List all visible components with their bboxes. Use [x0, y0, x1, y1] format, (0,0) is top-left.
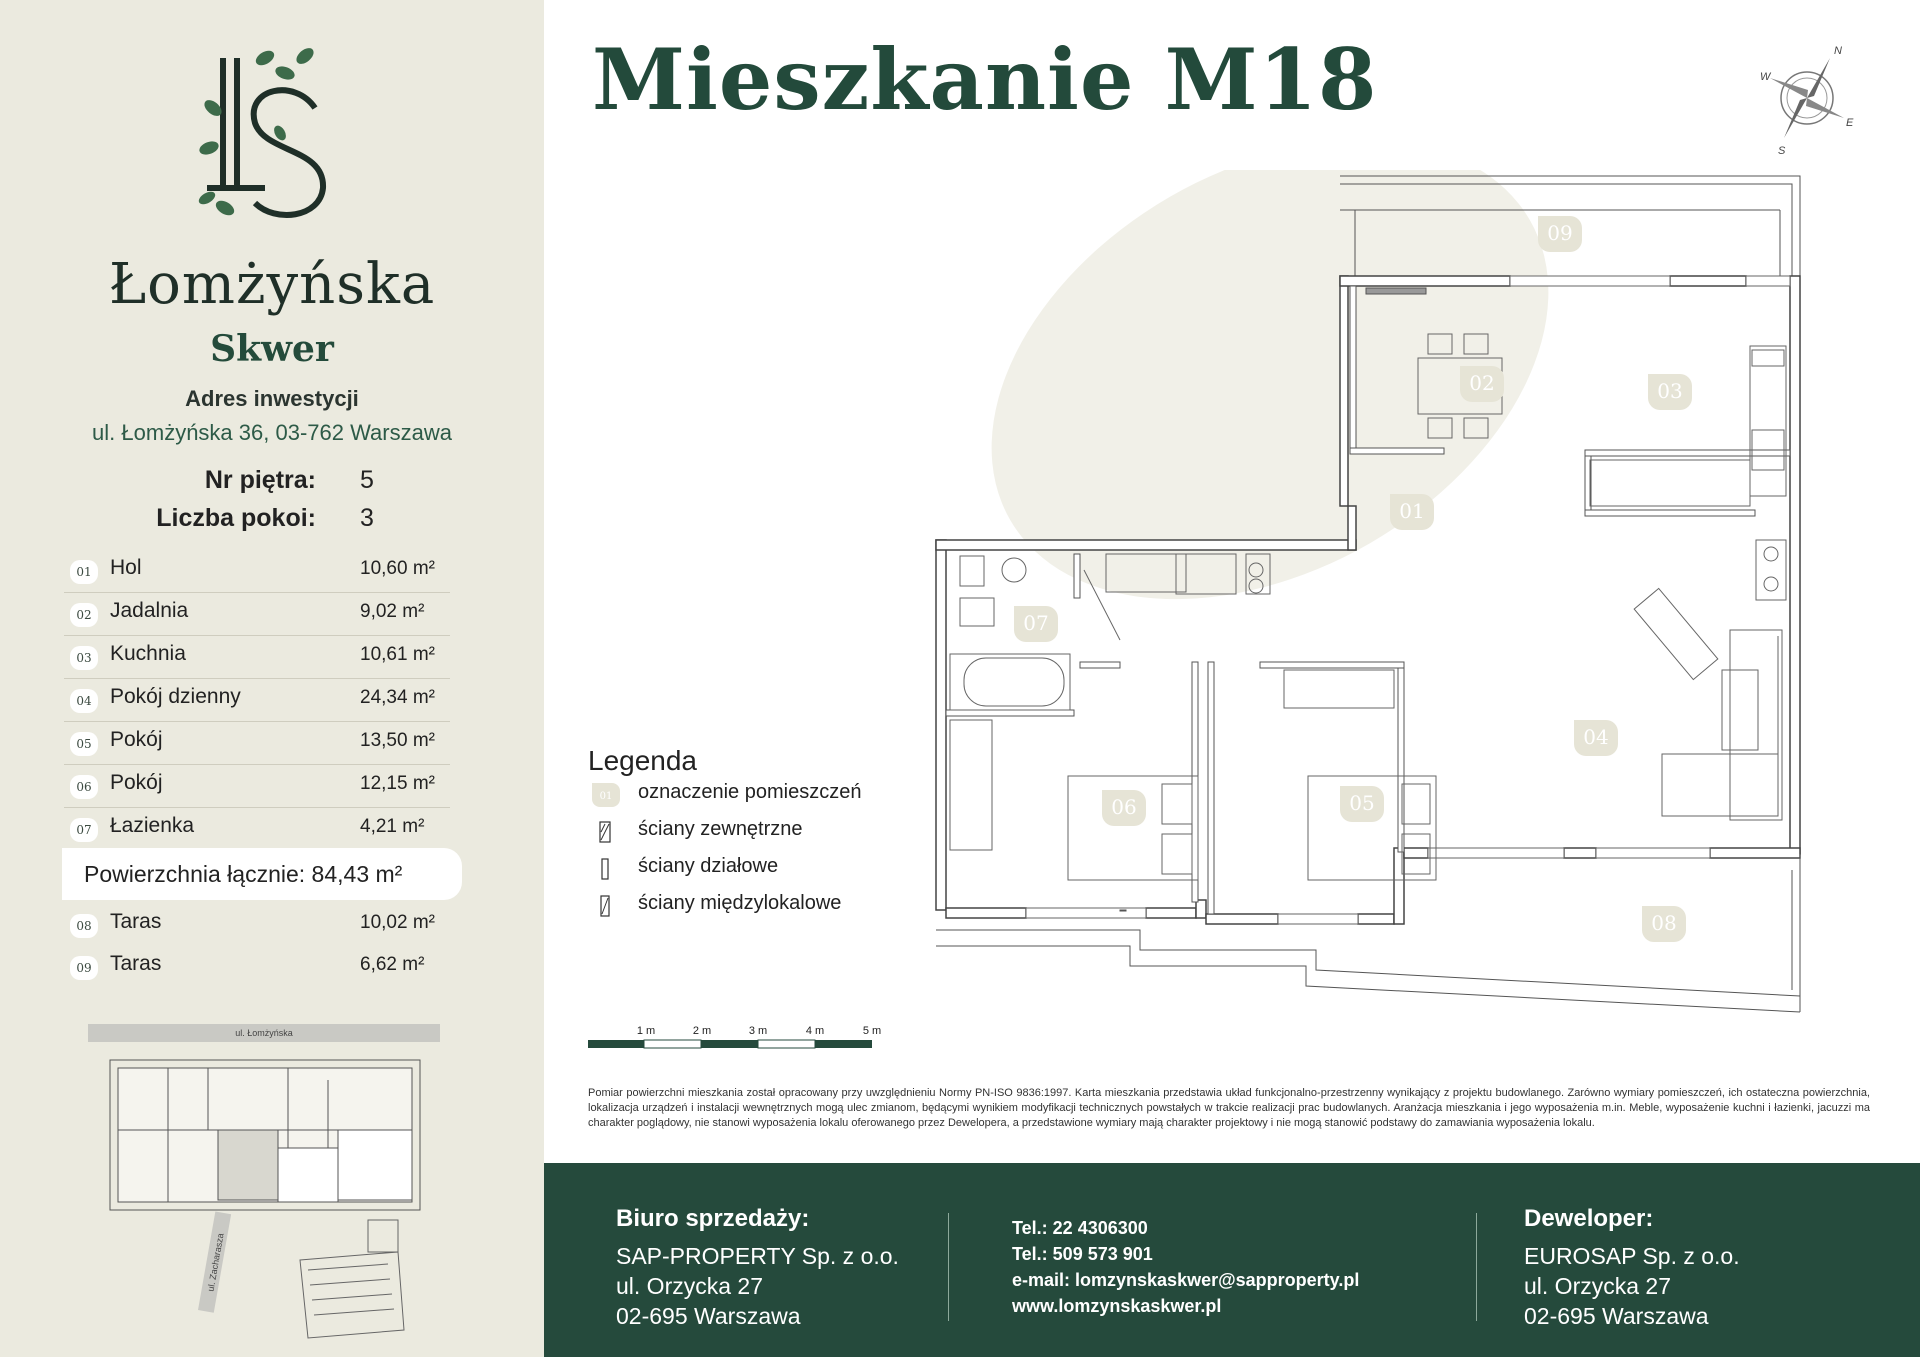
- sales-line: 02-695 Warszawa: [616, 1303, 801, 1329]
- room-badge-01: [1390, 494, 1434, 530]
- legend-item: [588, 888, 928, 925]
- table-row: [64, 593, 450, 636]
- email-link[interactable]: e-mail: lomzynskaskwer@sapproperty.pl: [1012, 1270, 1360, 1290]
- room-name: Pokój: [110, 728, 163, 751]
- info-panel: [0, 0, 544, 1357]
- sales-line: SAP-PROPERTY Sp. z o.o.: [616, 1243, 899, 1269]
- svg-text:02: 02: [1469, 371, 1495, 395]
- compass-n: N: [1834, 45, 1842, 57]
- address-value: ul. Łomżyńska 36, 03-762 Warszawa: [92, 420, 452, 445]
- room-number: 01: [70, 560, 98, 584]
- table-row: [64, 946, 450, 988]
- room-badge-05: [1340, 786, 1384, 822]
- room-area: 10,02 m²: [360, 912, 435, 933]
- legend-item: [588, 851, 928, 888]
- developer-heading: Deweloper:: [1524, 1205, 1654, 1232]
- scale-label: 5 m: [862, 1025, 882, 1037]
- svg-text:05: 05: [1349, 791, 1375, 815]
- scale-label: 2 m: [692, 1025, 712, 1037]
- phone-link[interactable]: Tel.: 22 4306300: [1012, 1218, 1148, 1238]
- partition-wall-icon: [592, 857, 620, 881]
- phone-link[interactable]: Tel.: 509 573 901: [1012, 1244, 1153, 1264]
- legend-text: oznaczenie pomieszczeń: [638, 781, 862, 803]
- legend-text: ściany działowe: [638, 855, 779, 877]
- page-title: Mieszkanie M18: [592, 30, 1378, 129]
- footer-divider: [948, 1213, 949, 1321]
- svg-text:01: 01: [599, 791, 613, 802]
- site-map: [88, 1020, 448, 1340]
- developer-line: ul. Orzycka 27: [1524, 1273, 1671, 1299]
- room-badge-08: [1642, 906, 1686, 942]
- room-number: 03: [70, 646, 98, 670]
- room-number: 07: [70, 818, 98, 842]
- table-row: [64, 765, 450, 808]
- svg-text:08: 08: [1651, 911, 1677, 935]
- room-area: 10,60 m²: [360, 558, 435, 579]
- svg-text:09: 09: [1547, 221, 1573, 245]
- sales-office: [616, 1205, 899, 1331]
- legend-item: [588, 777, 928, 814]
- floor-plan: [930, 170, 1810, 1030]
- room-number: 04: [70, 689, 98, 713]
- legend-text: ściany międzylokalowe: [638, 892, 842, 914]
- room-number: 06: [70, 775, 98, 799]
- room-badge-02: [1460, 366, 1504, 402]
- room-area: 6,62 m²: [360, 954, 425, 975]
- developer-line: EUROSAP Sp. z o.o.: [1524, 1243, 1740, 1269]
- website-link[interactable]: www.lomzynskaskwer.pl: [1012, 1296, 1222, 1316]
- room-number: 05: [70, 732, 98, 756]
- svg-text:07: 07: [1023, 611, 1049, 635]
- exterior-wall-icon: [592, 820, 620, 844]
- room-number: 02: [70, 603, 98, 627]
- developer: [1524, 1205, 1740, 1331]
- room-badge-07: [1014, 606, 1058, 642]
- sales-line: ul. Orzycka 27: [616, 1273, 763, 1299]
- developer-line: 02-695 Warszawa: [1524, 1303, 1709, 1329]
- rooms-table: [64, 550, 450, 851]
- rooms-count-label: Liczba pokoi:: [156, 504, 316, 532]
- address-label: Adres inwestycji: [185, 386, 359, 411]
- legend: [588, 745, 928, 925]
- table-row: [64, 904, 450, 946]
- room-name: Taras: [110, 910, 162, 933]
- disclaimer: Pomiar powierzchni mieszkania został opracowany przy uwzględnieniu Normy PN-ISO 9836:1997. Karta mieszkania przedstawia układ funkcjonalno-przestrzenny wynikający z projektu budowlanego. Zarówno wymiary pomieszczeń, ich ostateczna powierzchnia, lokalizacja urządzeń i instalacji wewnętrznych mogą ulec zmianom, będącymi wynikiem modyfikacji technicznych powstałych w trakcie realizacji prac budowlanych. Aranżacja mieszkania i jego wyposażenia m.in. Meble, wyposażenie kuchni i łazienki, jacuzzi ma charakter poglądowy, nie stanowi wyposażenia lokalu oferowanego przez Dewelopera, a przedstawione wymiary mają charakter projektowy i nie mogą stanowić podstawy do zamawiania wyposażenia lokalu.: [588, 1087, 1870, 1129]
- scale-label: 1 m: [636, 1025, 656, 1037]
- room-name: Hol: [110, 556, 142, 579]
- room-badge-09: [1538, 216, 1582, 252]
- table-row: [64, 550, 450, 593]
- compass-s: S: [1778, 145, 1786, 157]
- room-number: 08: [70, 914, 98, 938]
- terraces-table: [64, 904, 450, 988]
- street-label-side: ul. Zacharasza: [205, 1232, 226, 1293]
- compass-e: E: [1846, 117, 1854, 129]
- room-area: 24,34 m²: [360, 687, 435, 708]
- room-area: 4,21 m²: [360, 816, 425, 837]
- room-badge-04: [1574, 720, 1618, 756]
- legend-title: Legenda: [588, 745, 698, 776]
- room-name: Kuchnia: [110, 642, 186, 665]
- footer-divider: [1476, 1213, 1477, 1321]
- room-area: 13,50 m²: [360, 730, 435, 751]
- brand-subtitle: Skwer: [210, 328, 334, 370]
- room-name: Taras: [110, 952, 162, 975]
- table-row: [64, 679, 450, 722]
- room-name: Pokój dzienny: [110, 685, 241, 708]
- compass-w: W: [1760, 71, 1771, 83]
- svg-text:01: 01: [1399, 499, 1425, 523]
- svg-text:03: 03: [1657, 379, 1683, 403]
- scale-bar: [588, 1022, 888, 1052]
- brand-title: Łomżyńska: [108, 252, 436, 317]
- floor-label: Nr piętra:: [204, 466, 316, 494]
- room-name: Pokój: [110, 771, 163, 794]
- table-row: [64, 636, 450, 679]
- room-badge-06: [1102, 790, 1146, 826]
- room-badge-03: [1648, 374, 1692, 410]
- room-number: 09: [70, 956, 98, 980]
- legend-text: ściany zewnętrzne: [638, 818, 803, 840]
- footer: [544, 1163, 1920, 1357]
- rooms-count-value: 3: [360, 504, 374, 532]
- total-area: Powierzchnia łącznie: 84,43 m²: [62, 848, 462, 900]
- room-area: 9,02 m²: [360, 601, 425, 622]
- room-area: 10,61 m²: [360, 644, 435, 665]
- street-label-top: ul. Łomżyńska: [235, 1028, 293, 1038]
- table-row: [64, 808, 450, 851]
- room-badge-icon: [592, 783, 620, 807]
- scale-label: 4 m: [805, 1025, 825, 1037]
- room-area: 12,15 m²: [360, 773, 435, 794]
- floor-value: 5: [360, 466, 374, 494]
- svg-text:06: 06: [1111, 795, 1137, 819]
- compass-icon: [1752, 38, 1862, 158]
- scale-label: 3 m: [748, 1025, 768, 1037]
- room-name: Łazienka: [110, 814, 195, 837]
- party-wall-icon: [592, 894, 620, 918]
- legend-item: [588, 814, 928, 851]
- contact-info: [1012, 1215, 1359, 1319]
- svg-text:04: 04: [1583, 725, 1609, 749]
- table-row: [64, 722, 450, 765]
- room-name: Jadalnia: [110, 599, 189, 622]
- logo-icon: [195, 38, 345, 228]
- sales-heading: Biuro sprzedaży:: [616, 1205, 810, 1232]
